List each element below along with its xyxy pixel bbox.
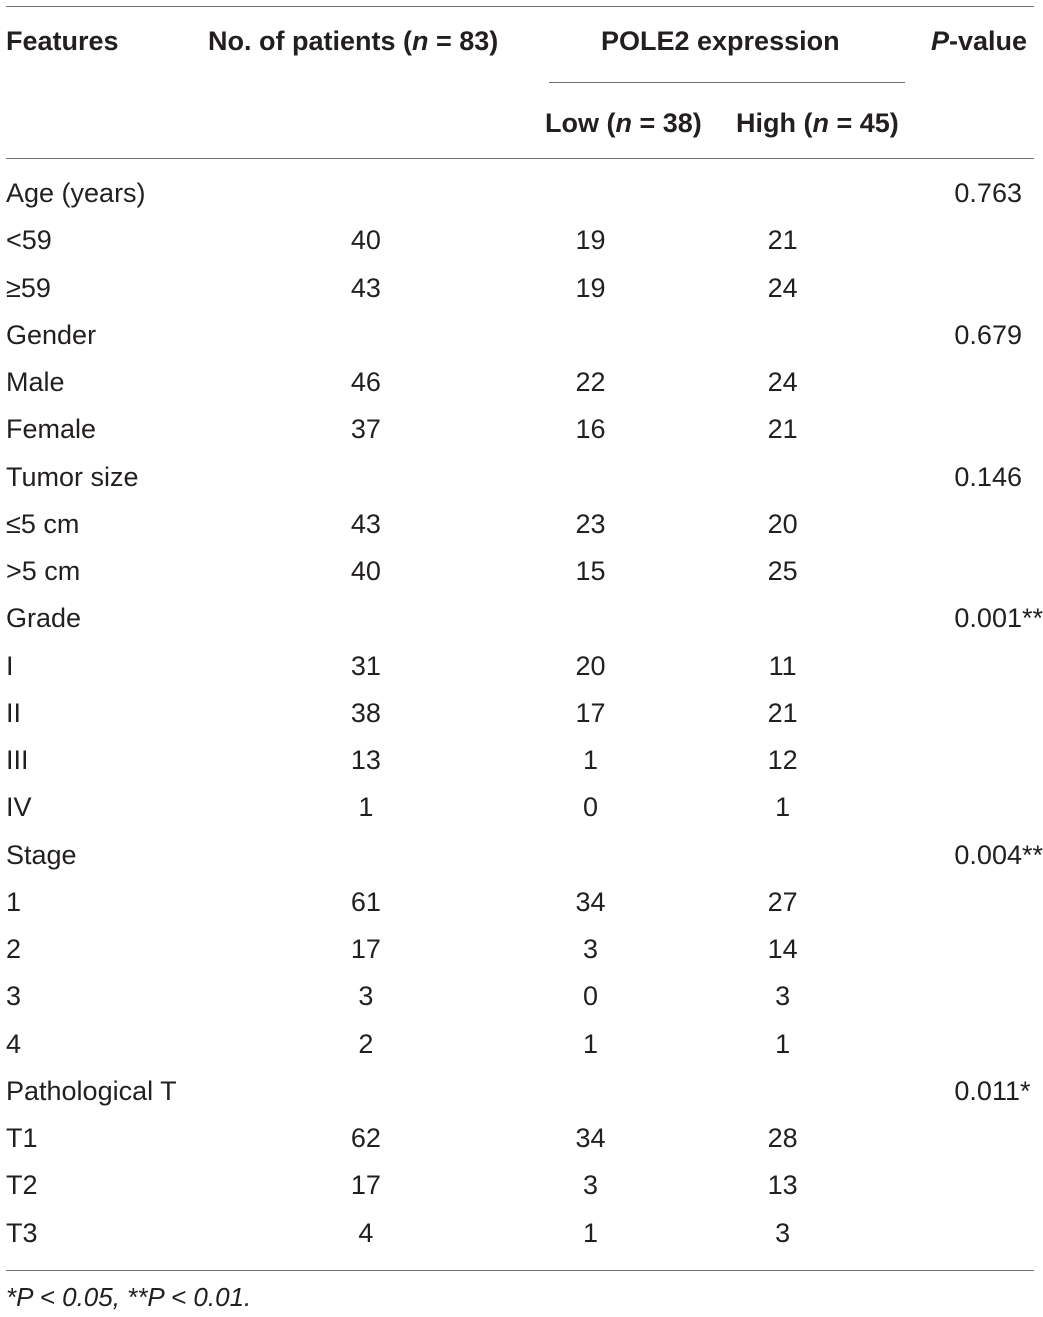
table-row <box>0 879 1043 926</box>
cell-low <box>428 170 753 217</box>
cell-high <box>753 312 813 359</box>
table-row <box>0 1068 1043 1115</box>
cell-high: 3 <box>775 981 791 1012</box>
cell-high <box>753 595 813 642</box>
cell-low: 34 <box>575 886 606 917</box>
cell-low: 19 <box>575 272 606 303</box>
cell-patients: 61 <box>350 886 381 917</box>
cell-pvalue <box>812 548 1043 595</box>
cell-feature: Female <box>6 414 97 445</box>
table-row <box>0 926 1043 973</box>
cell-pvalue: 0.763 <box>954 178 1022 209</box>
cell-patients: 2 <box>358 1028 374 1059</box>
cell-high <box>753 170 813 217</box>
cell-patients: 13 <box>350 745 381 776</box>
cell-high <box>753 454 813 501</box>
cell-patients: 38 <box>350 697 381 728</box>
cell-feature: I <box>6 650 14 681</box>
bottom-rule <box>6 1270 1034 1271</box>
table-row <box>0 1021 1043 1068</box>
cell-pvalue <box>812 1162 1043 1209</box>
cell-patients: 43 <box>350 272 381 303</box>
header-low-suffix: = 38) <box>631 108 702 138</box>
cell-pvalue <box>812 973 1043 1020</box>
cell-low: 1 <box>582 1217 598 1248</box>
cell-pvalue <box>812 217 1043 264</box>
table-row <box>0 217 1043 264</box>
table-row <box>0 359 1043 406</box>
table-row <box>0 832 1043 879</box>
header-patients-prefix: No. of patients ( <box>208 26 412 56</box>
cell-pvalue <box>812 1115 1043 1162</box>
cell-low: 3 <box>582 1170 598 1201</box>
cell-feature: T3 <box>6 1217 38 1248</box>
expression-span-rule <box>549 82 905 83</box>
cell-patients: 43 <box>350 508 381 539</box>
cell-pvalue <box>812 926 1043 973</box>
cell-patients <box>304 1068 428 1115</box>
cell-pvalue: 0.004** <box>954 839 1043 870</box>
cell-feature: Tumor size <box>6 461 139 492</box>
top-rule <box>6 6 1034 7</box>
header-low-n: n <box>615 108 632 138</box>
cell-feature: Age (years) <box>6 178 146 209</box>
cell-pvalue <box>812 359 1043 406</box>
cell-low <box>428 312 753 359</box>
cell-pvalue: 0.011* <box>954 1075 1031 1106</box>
cell-low: 23 <box>575 508 606 539</box>
cell-pvalue: 0.679 <box>954 319 1022 350</box>
cell-pvalue <box>812 784 1043 831</box>
table-row <box>0 1162 1043 1209</box>
cell-high: 28 <box>767 1123 798 1154</box>
cell-patients <box>304 170 428 217</box>
cell-low: 17 <box>575 697 606 728</box>
cell-high: 21 <box>767 225 798 256</box>
table-row <box>0 643 1043 690</box>
cell-feature: >5 cm <box>6 556 81 587</box>
cell-low: 15 <box>575 556 606 587</box>
cell-patients: 17 <box>350 934 381 965</box>
cell-feature: Gender <box>6 319 97 350</box>
cell-feature: IV <box>6 792 32 823</box>
cell-low <box>428 1068 753 1115</box>
cell-pvalue <box>812 406 1043 453</box>
cell-pvalue <box>812 643 1043 690</box>
header-high-suffix: = 45) <box>828 108 899 138</box>
header-high <box>736 110 899 137</box>
cell-pvalue <box>812 879 1043 926</box>
cell-feature: II <box>6 697 22 728</box>
table-row <box>0 501 1043 548</box>
cell-patients: 62 <box>350 1123 381 1154</box>
cell-high: 20 <box>767 508 798 539</box>
cell-high: 25 <box>767 556 798 587</box>
header-low <box>545 110 702 137</box>
cell-feature: 2 <box>6 934 22 965</box>
header-low-prefix: Low ( <box>545 108 616 138</box>
cell-feature: 1 <box>6 886 22 917</box>
cell-patients: 31 <box>350 650 381 681</box>
cell-low: 34 <box>575 1123 606 1154</box>
cell-high: 21 <box>767 414 798 445</box>
cell-patients: 46 <box>350 367 381 398</box>
cell-feature: <59 <box>6 225 52 256</box>
cell-feature: Male <box>6 367 65 398</box>
cell-low: 19 <box>575 225 606 256</box>
cell-patients: 1 <box>358 792 374 823</box>
cell-high: 21 <box>767 697 798 728</box>
table-row <box>0 1210 1043 1257</box>
cell-feature: 3 <box>6 981 22 1012</box>
cell-pvalue: 0.001** <box>954 603 1043 634</box>
cell-patients <box>304 832 428 879</box>
footnote: *P < 0.05, **P < 0.01. <box>6 1282 252 1312</box>
cell-pvalue <box>812 501 1043 548</box>
cell-low: 1 <box>582 745 598 776</box>
header-expression: POLE2 expression <box>601 26 840 56</box>
cell-low <box>428 595 753 642</box>
table-row <box>0 406 1043 453</box>
table-body <box>0 170 1043 1257</box>
table-row <box>0 312 1043 359</box>
cell-low: 16 <box>575 414 606 445</box>
header-high-n: n <box>812 108 829 138</box>
cell-low: 20 <box>575 650 606 681</box>
header-pvalue <box>931 28 1027 55</box>
cell-high: 14 <box>767 934 798 965</box>
cell-high: 27 <box>767 886 798 917</box>
cell-low <box>428 832 753 879</box>
table-row <box>0 265 1043 312</box>
cell-high: 24 <box>767 367 798 398</box>
cell-pvalue <box>812 1210 1043 1257</box>
cell-pvalue <box>812 737 1043 784</box>
cell-low: 3 <box>582 934 598 965</box>
cell-pvalue <box>812 1021 1043 1068</box>
cell-patients <box>304 312 428 359</box>
cell-high: 1 <box>775 1028 791 1059</box>
cell-high: 1 <box>775 792 791 823</box>
cell-feature: Pathological T <box>6 1075 177 1106</box>
cell-pvalue <box>812 265 1043 312</box>
header-features: Features <box>6 26 119 56</box>
cell-pvalue <box>812 690 1043 737</box>
cell-feature: ≥59 <box>6 272 51 303</box>
table-row <box>0 784 1043 831</box>
table-row <box>0 973 1043 1020</box>
table-row <box>0 1115 1043 1162</box>
header-high-prefix: High ( <box>736 108 813 138</box>
cell-patients: 37 <box>350 414 381 445</box>
table-row <box>0 737 1043 784</box>
header-rule <box>6 158 1034 159</box>
header-pvalue-italic: P <box>931 26 950 56</box>
cell-low <box>428 454 753 501</box>
cell-low: 0 <box>582 792 598 823</box>
cell-high: 3 <box>775 1217 791 1248</box>
table-row <box>0 548 1043 595</box>
cell-feature: ≤5 cm <box>6 508 80 539</box>
cell-low: 22 <box>575 367 606 398</box>
cell-patients: 40 <box>350 225 381 256</box>
cell-patients <box>304 595 428 642</box>
cell-high: 11 <box>768 650 797 681</box>
cell-feature: Stage <box>6 839 77 870</box>
header-patients-suffix: = 83) <box>428 26 499 56</box>
cell-high <box>753 1068 813 1115</box>
cell-patients <box>304 454 428 501</box>
cell-high: 13 <box>767 1170 798 1201</box>
cell-high: 24 <box>767 272 798 303</box>
cell-feature: III <box>6 745 29 776</box>
cell-high <box>753 832 813 879</box>
table-row <box>0 595 1043 642</box>
table-row <box>0 170 1043 217</box>
cell-feature: T1 <box>6 1123 38 1154</box>
cell-high: 12 <box>767 745 798 776</box>
header-patients <box>208 28 498 55</box>
header-patients-n: n <box>412 26 429 56</box>
cell-patients: 17 <box>350 1170 381 1201</box>
cell-feature: T2 <box>6 1170 38 1201</box>
cell-low: 1 <box>582 1028 598 1059</box>
cell-feature: 4 <box>6 1028 22 1059</box>
cell-feature: Grade <box>6 603 82 634</box>
cell-low: 0 <box>582 981 598 1012</box>
table-row <box>0 690 1043 737</box>
cell-patients: 4 <box>358 1217 374 1248</box>
cell-patients: 40 <box>350 556 381 587</box>
data-table <box>0 170 1043 1257</box>
cell-patients: 3 <box>358 981 374 1012</box>
header-pvalue-suffix: -value <box>949 26 1028 56</box>
table-row <box>0 454 1043 501</box>
cell-pvalue: 0.146 <box>954 461 1022 492</box>
